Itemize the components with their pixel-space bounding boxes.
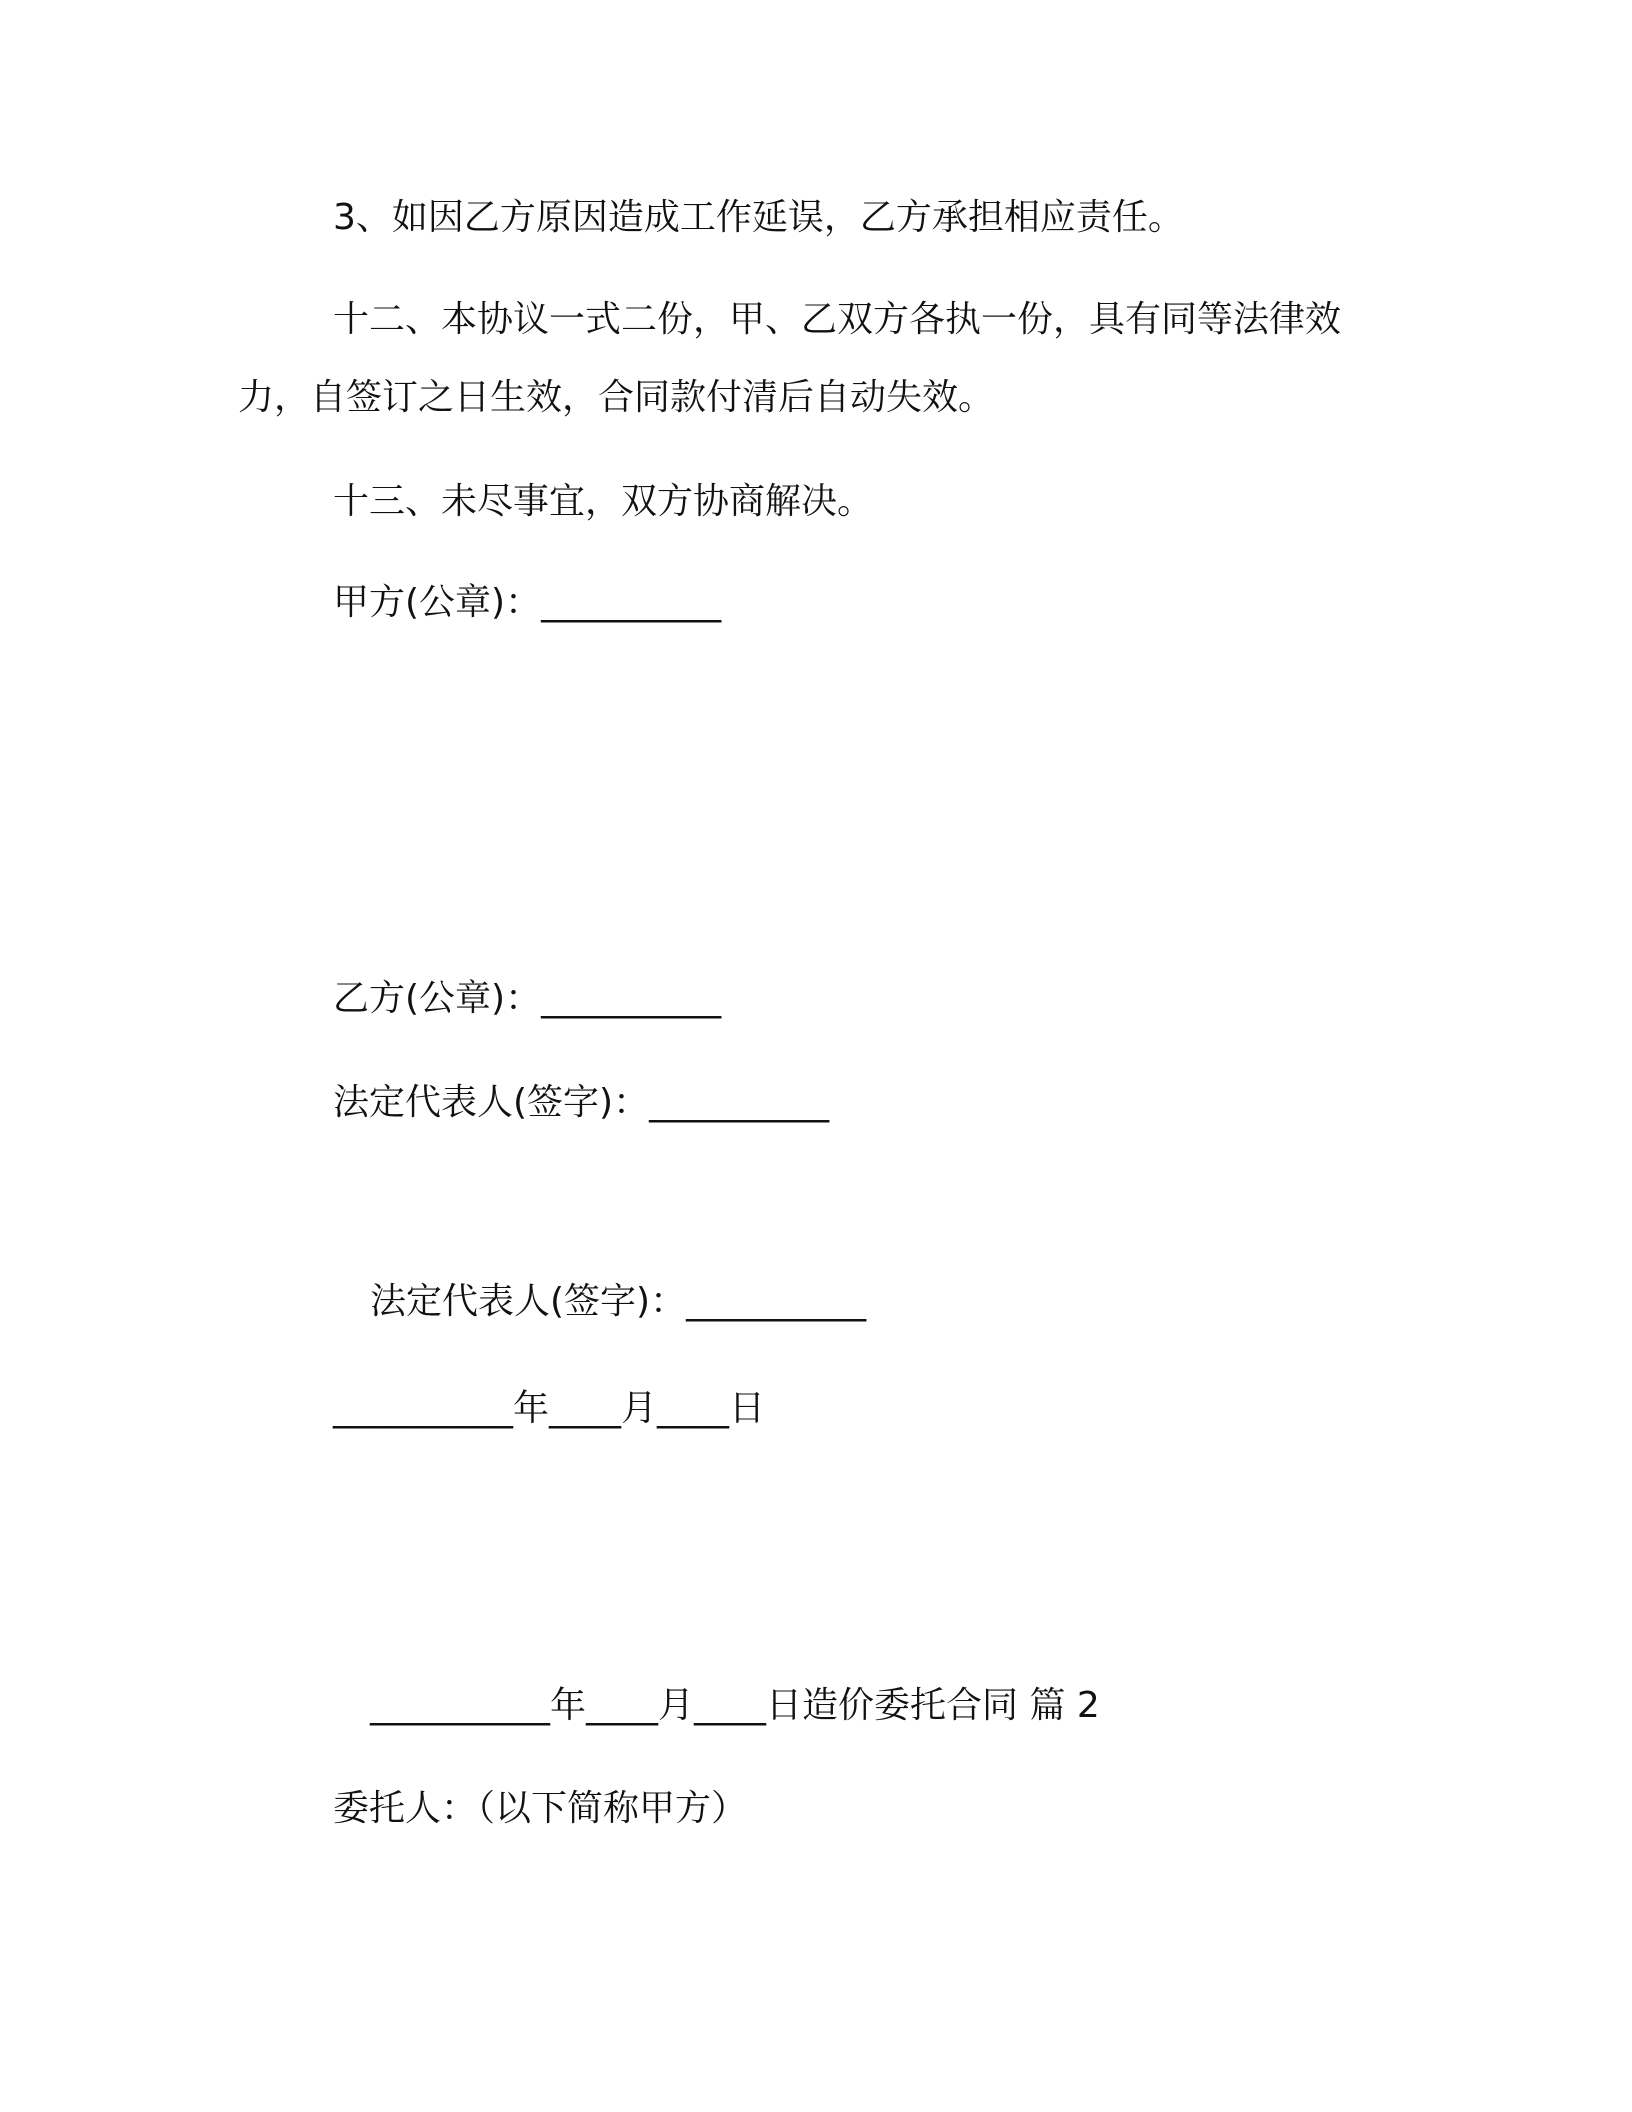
clause-13-text: 十三、未尽事宜，双方协商解决。	[333, 481, 874, 522]
contract-title-line: __________年____月____日造价委托合同 篇 2	[370, 1685, 1100, 1726]
clause-12-text-line-1: 十二、本协议一式二份，甲、乙双方各执一份，具有同等法律效	[333, 299, 1342, 340]
party-a-seal-line: 甲方(公章)：__________	[333, 582, 722, 623]
date-line: __________年____月____日	[333, 1388, 765, 1429]
party-b-seal-line: 乙方(公章)：__________	[333, 978, 722, 1019]
legal-representative-signature-line-2: 法定代表人(签字)：__________	[370, 1281, 867, 1322]
clause-3-text: 3、如因乙方原因造成工作延误，乙方承担相应责任。	[333, 197, 1184, 238]
clause-12-text-line-2: 力，自签订之日生效，合同款付清后自动失效。	[238, 377, 995, 418]
legal-representative-signature-line-1: 法定代表人(签字)：__________	[333, 1082, 830, 1123]
client-line: 委托人：（以下简称甲方）	[333, 1788, 748, 1829]
